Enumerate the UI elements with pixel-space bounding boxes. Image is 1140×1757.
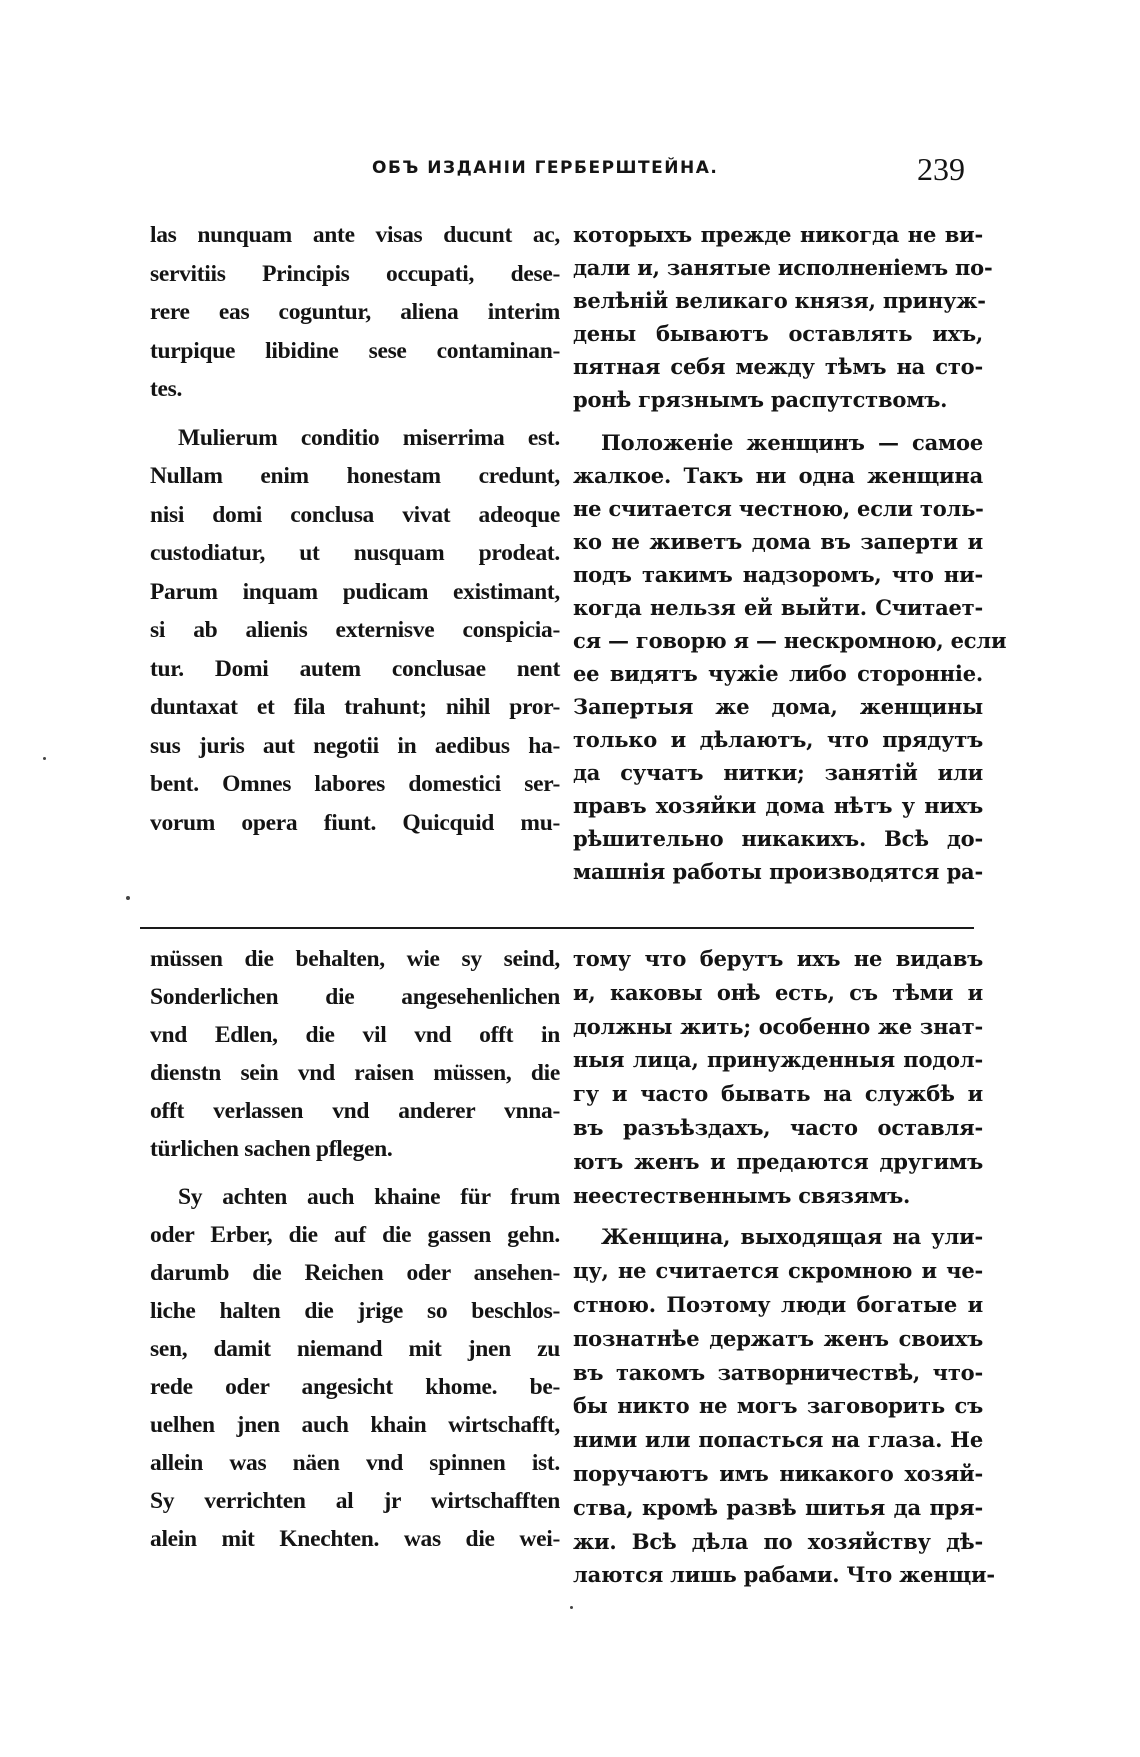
print-speck <box>126 896 130 900</box>
text-line: только и дѣлаютъ, что прядутъ <box>573 727 983 752</box>
text-line: oder Erber, die auf die gassen gehn. <box>150 1222 560 1248</box>
text-line: Sy verrichten al jr wirtschafften <box>150 1488 560 1514</box>
text-line: Mulierum conditio miserrima est. <box>178 424 560 451</box>
text-line: custodiatur, ut nusquam prodeat. <box>150 540 560 566</box>
text-line: tes. <box>150 376 183 402</box>
text-line: правъ хозяйки дома нѣтъ у нихъ <box>573 793 983 818</box>
text-line: цу, не считается скромною и че- <box>573 1258 983 1284</box>
text-line: rede oder angesicht khome. be- <box>150 1374 560 1400</box>
text-line: поручаютъ имъ никакого хозяй- <box>573 1461 983 1486</box>
text-line: vnd Edlen, die vil vnd offt in <box>150 1022 560 1048</box>
text-line: alein mit Knechten. was die wei- <box>150 1526 560 1552</box>
text-line: si ab alienis externisve conspicia- <box>150 617 560 643</box>
text-line: darumb die Reichen oder ansehen- <box>150 1260 560 1286</box>
text-line: не считается честною, если толь- <box>573 496 984 521</box>
text-line: ства, кромѣ развѣ шитья да пря- <box>573 1494 983 1520</box>
text-line: vorum opera fiunt. Quicquid mu- <box>150 809 560 836</box>
text-line: ко не живетъ дома въ заперти и <box>573 529 983 554</box>
text-line: въ такомъ затворничествѣ, что- <box>573 1359 983 1385</box>
text-line: dienstn sein vnd raisen müssen, die <box>150 1060 560 1086</box>
text-line: тому что берутъ ихъ не видавъ <box>573 946 983 971</box>
text-line: дали и, занятые исполненіемъ по- <box>573 255 993 280</box>
text-line: да сучатъ нитки; занятій или <box>573 760 983 785</box>
text-line: tur. Domi autem conclusae nent <box>150 655 560 682</box>
text-line: которыхъ прежде никогда не ви- <box>573 222 983 247</box>
text-line: Sy achten auch khaine für frum <box>178 1184 560 1210</box>
text-line: машнія работы производятся ра- <box>573 859 983 884</box>
text-line: неестественнымъ связямъ. <box>573 1182 911 1208</box>
text-line: Parum inquam pudicam existimant, <box>150 578 560 605</box>
text-line: подъ такимъ надзоромъ, что ни- <box>573 562 983 587</box>
text-line: рѣшительно никакихъ. Всѣ до- <box>573 826 983 851</box>
text-line: türlichen sachen pflegen. <box>150 1136 393 1162</box>
text-line: servitiis Principis occupati, dese- <box>150 260 560 287</box>
text-line: лаются лишь рабами. Что женщи- <box>573 1562 995 1588</box>
text-line: должны жить; особенно же знат- <box>573 1013 983 1039</box>
text-line: müssen die behalten, wie sy seind, <box>150 946 560 972</box>
text-line: rere eas coguntur, aliena interim <box>150 299 560 325</box>
text-line: дены бываютъ оставлять ихъ, <box>573 321 983 346</box>
text-line: Sonderlichen die angesehenlichen <box>150 984 560 1010</box>
text-line: бы никто не могъ заговорить съ <box>573 1393 983 1419</box>
text-line: offt verlassen vnd anderer vnna- <box>150 1098 560 1124</box>
text-line: познатнѣе держатъ женъ своихъ <box>573 1325 983 1351</box>
text-line: и, каковы онѣ есть, съ тѣми и <box>573 979 983 1005</box>
text-line: когда нельзя ей выйти. Считает- <box>573 595 983 620</box>
text-line: въ разъѣздахъ, часто оставля- <box>573 1115 983 1140</box>
text-line: nisi domi conclusa vivat adeoque <box>150 501 560 528</box>
page-number: 239 <box>917 151 965 187</box>
text-line: allein was näen vnd spinnen ist. <box>150 1450 560 1476</box>
text-line: ныя лица, принужденныя подол- <box>573 1047 983 1073</box>
text-line: ее видятъ чужіе либо сторонніе. <box>573 661 983 686</box>
running-header: ОБЪ ИЗДАНІИ ГЕРБЕРШТЕЙНА. <box>372 158 719 178</box>
text-line: sus juris aut negotii in aedibus ha- <box>150 732 560 759</box>
text-line: duntaxat et fila trahunt; nihil pror- <box>150 694 560 720</box>
text-line: Запертыя же дома, женщины <box>573 694 983 719</box>
text-line: ними или попасться на глаза. Не <box>573 1427 983 1453</box>
text-line: Положеніе женщинъ — самое <box>601 430 983 455</box>
print-speck <box>570 1606 573 1609</box>
text-line: uelhen jnen auch khain wirtschafft, <box>150 1412 560 1438</box>
text-line: стною. Поэтому люди богатые и <box>573 1292 983 1317</box>
text-line: ронѣ грязнымъ распутствомъ. <box>573 387 948 412</box>
text-line: bent. Omnes labores domestici ser- <box>150 771 560 797</box>
text-line: las nunquam ante visas ducunt ac, <box>150 222 560 248</box>
text-line: гу и часто бывать на службѣ и <box>573 1081 983 1107</box>
text-line: turpique libidine sese contaminan- <box>150 337 560 364</box>
text-line: ютъ женъ и предаются другимъ <box>573 1148 983 1174</box>
text-line: sen, damit niemand mit jnen zu <box>150 1336 560 1362</box>
text-line: Nullam enim honestam credunt, <box>150 463 560 489</box>
text-line: liche halten die jrige so beschlos- <box>150 1298 560 1324</box>
text-line: ся — говорю я — нескромною, если <box>573 628 1007 653</box>
text-line: жалкое. Такъ ни одна женщина <box>573 463 983 488</box>
text-line: велѣній великаго князя, принуж- <box>573 288 986 313</box>
text-line: Женщина, выходящая на ули- <box>601 1224 983 1250</box>
text-line: жи. Всѣ дѣла по хозяйству дѣ- <box>573 1528 983 1554</box>
text-line: пятная себя между тѣмъ на сто- <box>573 354 983 379</box>
section-divider-rule <box>140 927 974 929</box>
print-speck <box>43 757 46 760</box>
